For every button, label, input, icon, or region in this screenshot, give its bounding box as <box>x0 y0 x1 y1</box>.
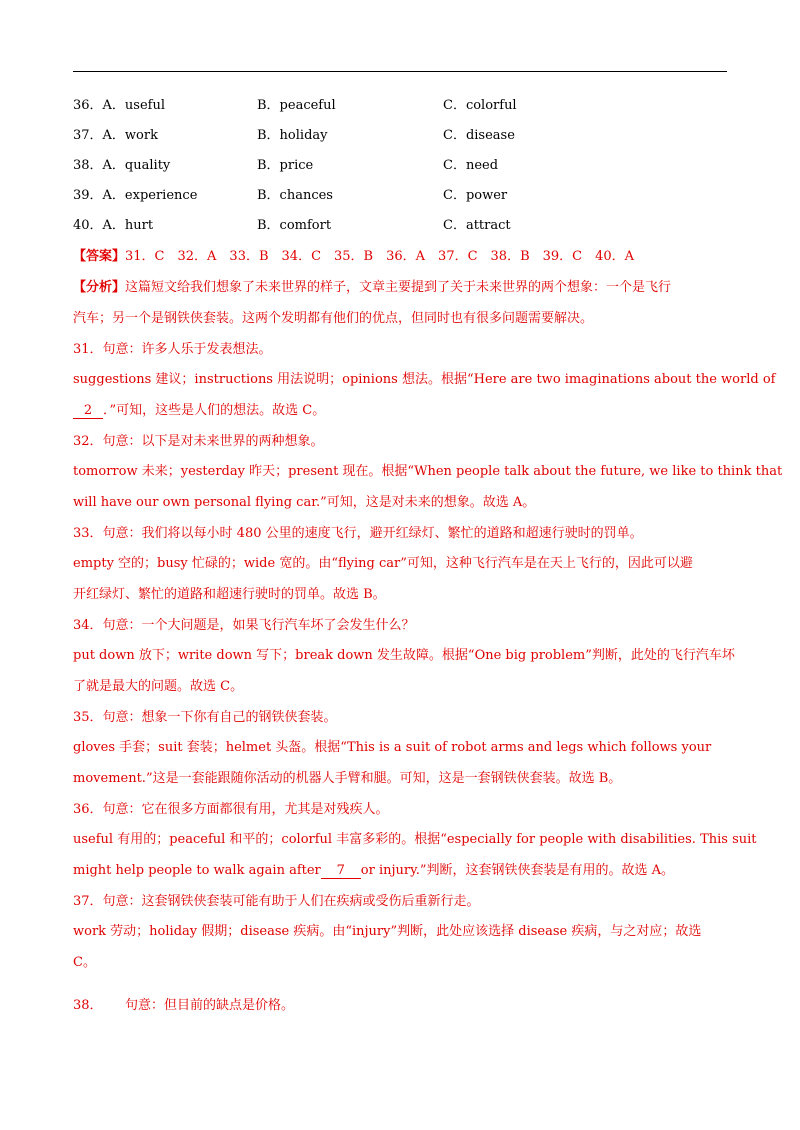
option-c: C．power <box>443 188 508 203</box>
analysis-label: 【分析】 <box>73 280 126 295</box>
analysis-text: 这篇短文给我们想象了未来世界的样子，文章主要提到了关于未来世界的两个想象：一个是飞行 <box>125 280 672 295</box>
analysis-line-2: 汽车；另一个是钢铁侠套装。这两个发明都有他们的优点，但同时也有很多问题需要解决。 <box>73 311 594 326</box>
option-c: C．attract <box>443 218 511 233</box>
q31-rest: ．”可知，这些是人们的想法。故选 C。 <box>103 403 326 418</box>
option-b: B．price <box>257 158 314 173</box>
q35-heading: 35．句意：想象一下你有自己的钢铁侠套装。 <box>73 710 337 725</box>
q37-explanation-1: work 劳动；holiday 假期；disease 疾病。由“injury”判断，此处应该选择 disease 疾病，与之对应；故选 <box>73 924 702 939</box>
blank-31: 2 <box>73 403 103 419</box>
q36-post: or injury.”判断，这套钢铁侠套装是有用的。故选 A。 <box>360 863 675 878</box>
q34-explanation-2: 了就是最大的问题。故选 C。 <box>73 679 244 694</box>
q38-text: 句意：但目前的缺点是价格。 <box>125 998 295 1013</box>
q33-heading: 33．句意：我们将以每小时 480 公里的速度飞行，避开红绿灯、繁忙的道路和超速行驶时的罚单。 <box>73 526 643 541</box>
q36-pre: might help people to walk again after <box>73 863 321 878</box>
q31-explanation-1: suggestions 建议；instructions 用法说明；opinions 想法。根据“Here are two imaginations about the world of <box>73 372 776 387</box>
option-row-38 <box>73 156 727 176</box>
q32-explanation-1: tomorrow 未来；yesterday 昨天；present 现在。根据“When people talk about the future, we like to think that <box>73 464 783 479</box>
option-a: 38．A．quality <box>73 158 171 173</box>
option-row-37 <box>73 126 727 146</box>
q38-heading <box>73 996 733 1016</box>
option-row-40 <box>73 216 727 236</box>
analysis-line-1 <box>73 278 733 298</box>
q37-explanation-2: C。 <box>73 955 96 970</box>
option-b: B．comfort <box>257 218 332 233</box>
option-b: B．chances <box>257 188 333 203</box>
option-a: 39．A．experience <box>73 188 198 203</box>
option-c: C．colorful <box>443 98 517 113</box>
q37-heading: 37．句意：这套钢铁侠套装可能有助于人们在疾病或受伤后重新行走。 <box>73 894 480 909</box>
q34-explanation-1: put down 放下；write down 写下；break down 发生故障。根据“One big problem”判断，此处的飞行汽车坏 <box>73 648 735 663</box>
option-b: B．holiday <box>257 128 328 143</box>
option-b: B．peaceful <box>257 98 336 113</box>
q36-heading: 36．句意：它在很多方面都很有用，尤其是对残疾人。 <box>73 802 389 817</box>
answer-label: 【答案】 <box>73 249 126 264</box>
answer-key <box>73 247 733 267</box>
q34-heading: 34．句意：一个大问题是，如果飞行汽车坏了会发生什么？ <box>73 618 415 633</box>
q36-explanation-1: useful 有用的；peaceful 和平的；colorful 丰富多彩的。根据“especially for people with disabilities. This suit <box>73 832 757 847</box>
q32-heading: 32．句意：以下是对未来世界的两种想象。 <box>73 434 324 449</box>
q35-explanation-2: movement.”这是一套能跟随你活动的机器人手臂和腿。可知，这是一套钢铁侠套装。故选 B。 <box>73 771 622 786</box>
option-c: C．need <box>443 158 499 173</box>
q31-heading: 31．句意：许多人乐于发表想法。 <box>73 342 272 357</box>
option-a: 37．A．work <box>73 128 158 143</box>
header-rule <box>73 71 727 72</box>
option-a: 36．A．useful <box>73 98 166 113</box>
answer-text: 31．C 32．A 33．B 34．C 35．B 36．A 37．C 38．B 39．C 40．A <box>125 249 635 264</box>
option-row-36 <box>73 96 727 116</box>
q33-explanation-1: empty 空的；busy 忙碌的；wide 宽的。由“flying car”可知，这种飞行汽车是在天上飞行的，因此可以避 <box>73 556 693 571</box>
q38-number: 38． <box>73 998 103 1013</box>
q35-explanation-1: gloves 手套；suit 套装；helmet 头盔。根据“This is a suit of robot arms and legs which follows your <box>73 740 712 755</box>
option-row-39 <box>73 186 727 206</box>
q31-explanation-2 <box>73 401 733 421</box>
q32-explanation-2: will have our own personal flying car.”可知，这是对未来的想象。故选 A。 <box>73 495 536 510</box>
blank-36: 7 <box>321 863 361 879</box>
option-a: 40．A．hurt <box>73 218 154 233</box>
q33-explanation-2: 开红绿灯、繁忙的道路和超速行驶时的罚单。故选 B。 <box>73 587 386 602</box>
option-c: C．disease <box>443 128 515 143</box>
q36-explanation-2 <box>73 861 733 881</box>
